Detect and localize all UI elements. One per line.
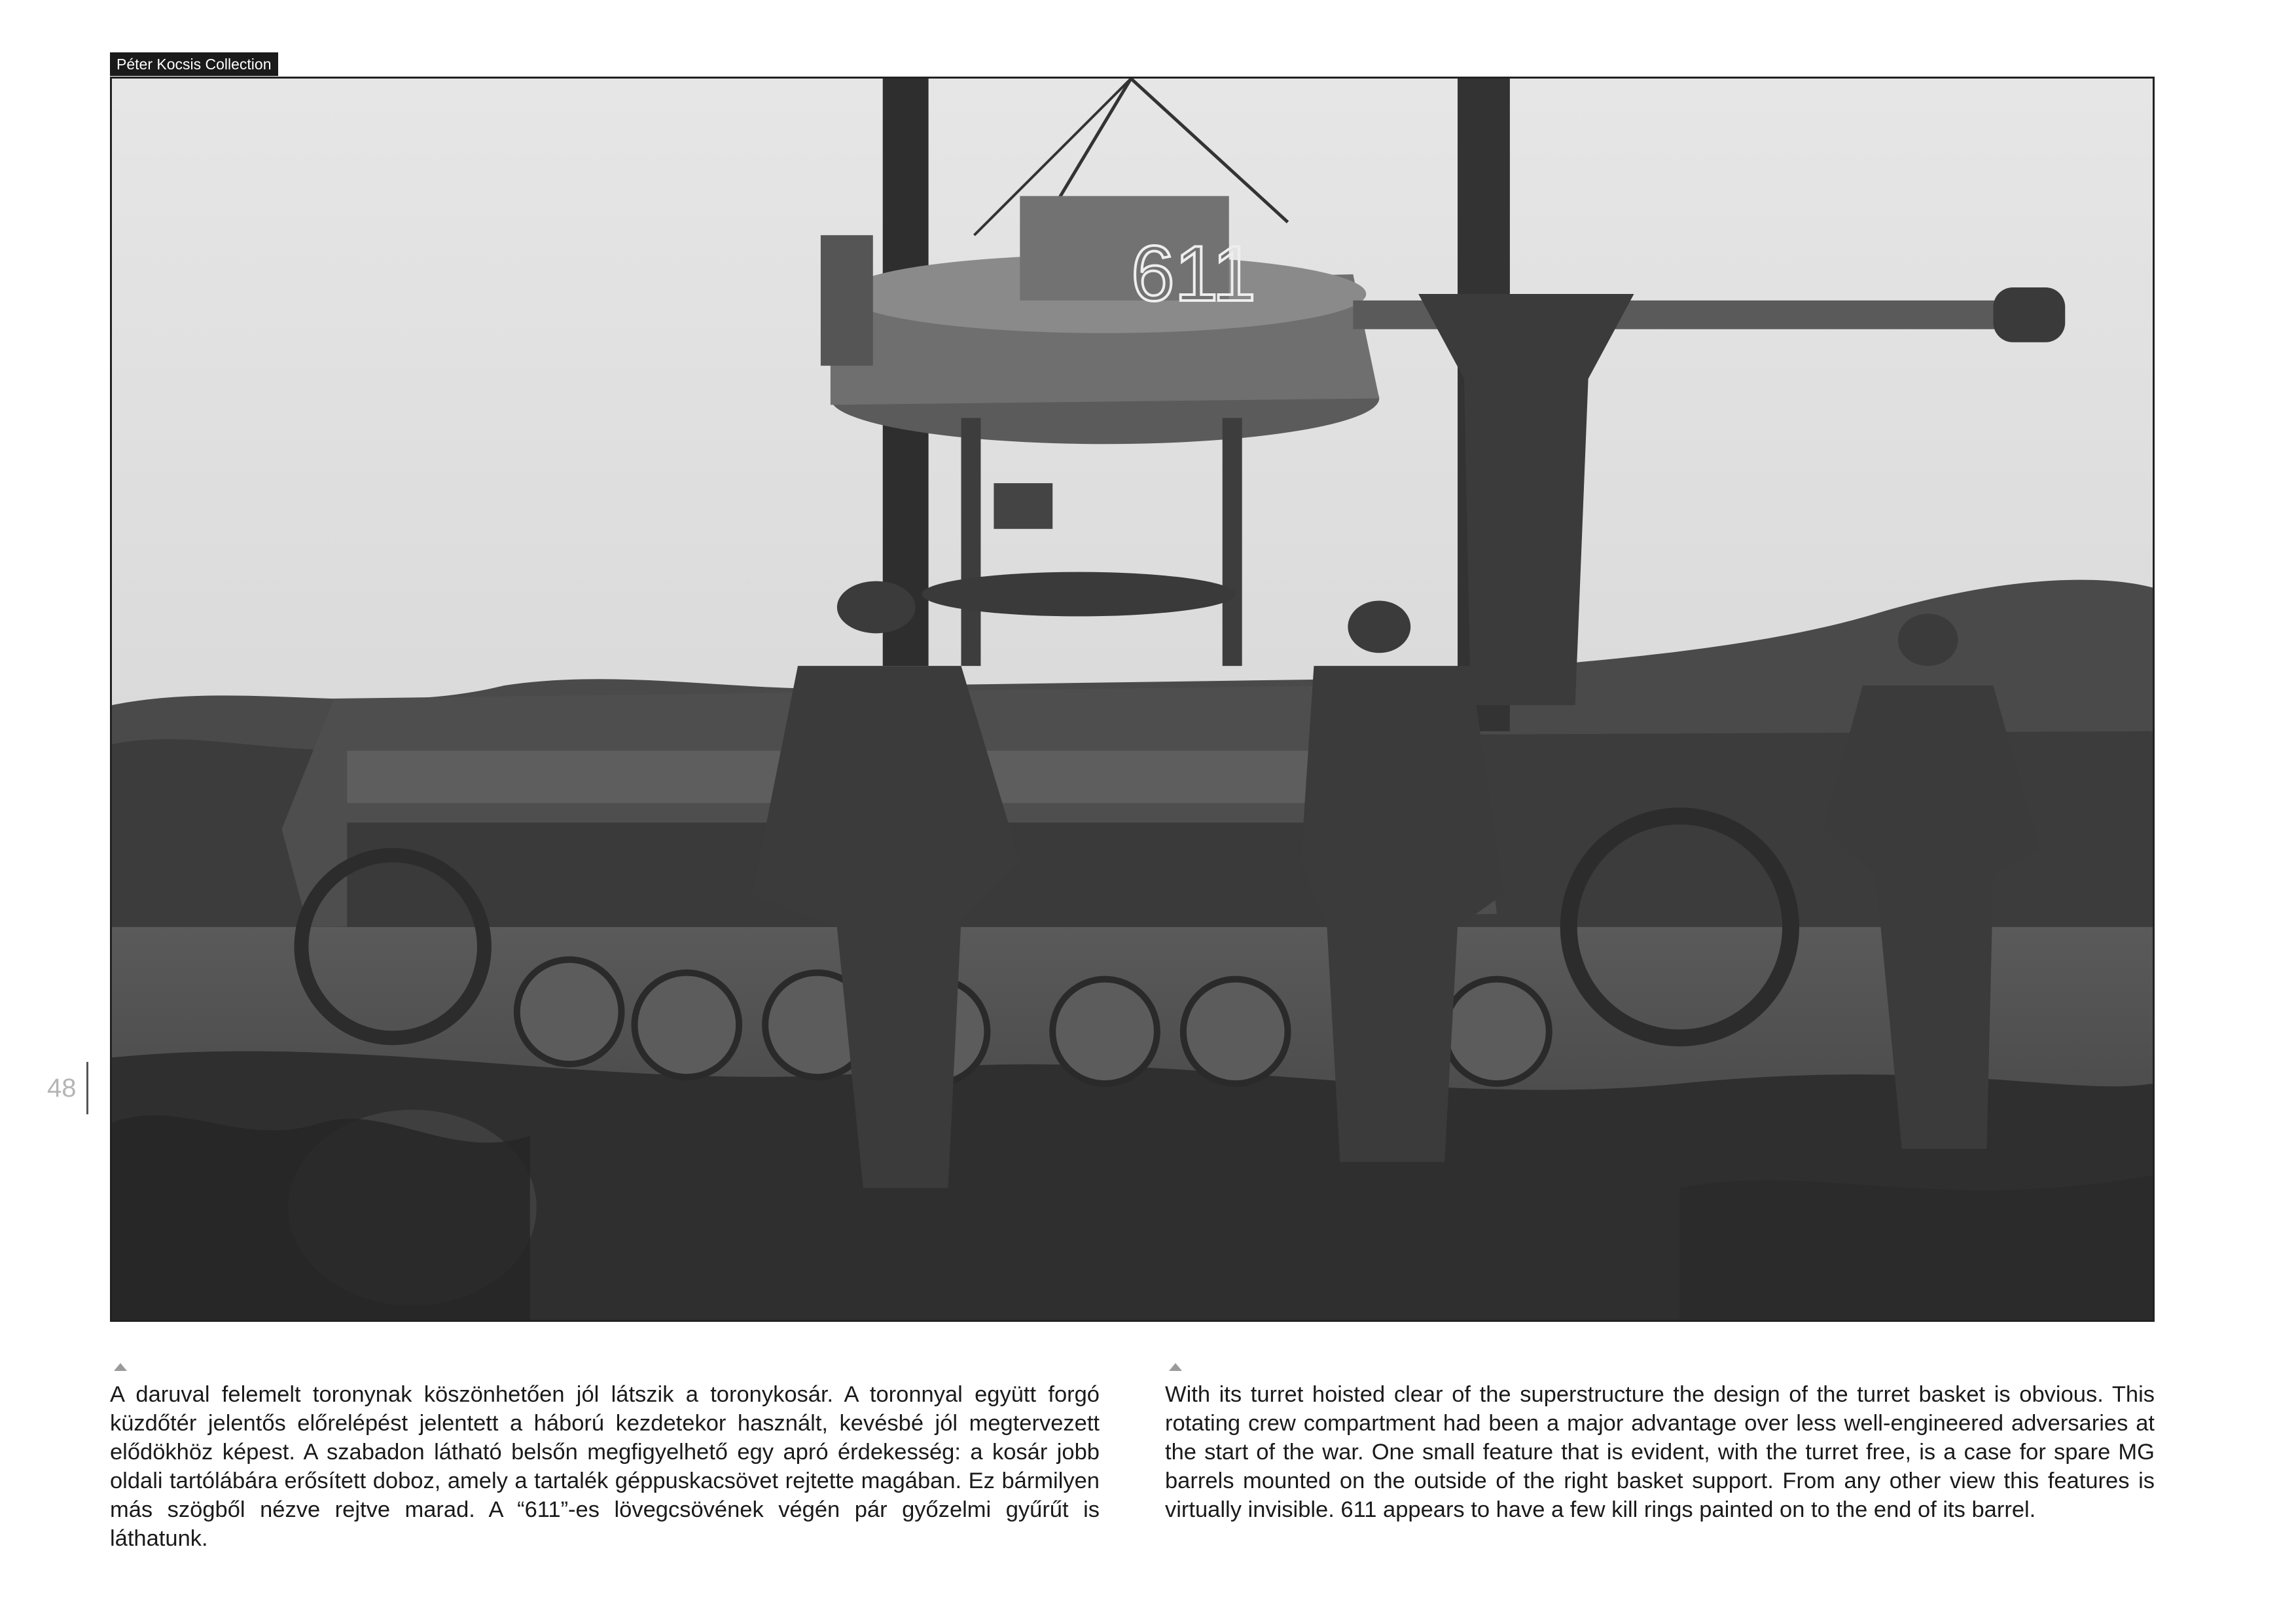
photo-illustration xyxy=(112,79,2153,1320)
caption-caret-up-icon xyxy=(114,1363,127,1371)
caption-hungarian-text: A daruval felemelt toronynak köszönhetően jól látszik a toronykosár. A toronnyal együtt forgó küzdőtér jelentős előrelépést jelentett a háború kezdetekor használt, kevésbé jól megtervezett elődökhöz képest. A szabadon látható belsőn megfigyelhető egy apró érdekesség: a kosár jobb oldali tartólábára erősített doboz, amely a tartalék géppuskacsövet rejtette magában. Ez bármilyen más szögből nézve rejtve marad. A “611”-es lövegcsövének végén pár győzelmi gyűrűt is láthatunk. xyxy=(110,1382,1100,1551)
turret-number-611: 611 xyxy=(1131,230,1256,318)
photo-credit: Péter Kocsis Collection xyxy=(110,52,278,76)
caption-english xyxy=(1165,1363,2155,1524)
tank-turret-photograph xyxy=(110,77,2155,1322)
page-number-rule xyxy=(86,1062,88,1114)
caption-caret-up-icon xyxy=(1169,1363,1182,1371)
caption-hungarian xyxy=(110,1363,1100,1553)
page-number: 48 xyxy=(47,1074,77,1103)
muzzle-brake xyxy=(1993,287,2065,342)
caption-english-text: With its turret hoisted clear of the superstructure the design of the turret basket is obvious. This rotating crew compartment had been a major advantage over less well-engineered adversaries at the start of the war. One small feature that is evident, with the turret free, is a case for spare MG barrels mounted on the outside of the right basket support. From any other view this features is virtually invisible. 611 appears to have a few kill rings painted on to the end of its barrel. xyxy=(1165,1382,2155,1522)
